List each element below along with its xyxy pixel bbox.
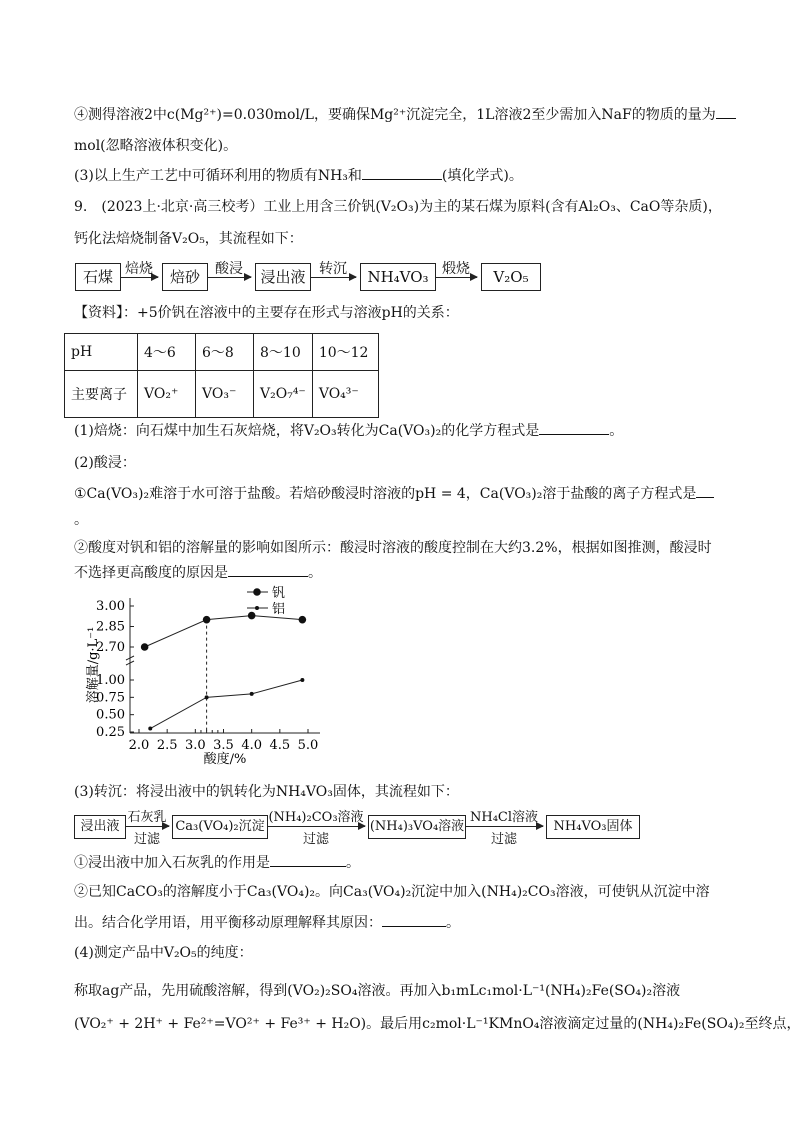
table-cell: VO₂⁺ [138,371,196,418]
flow2-box-ca-precipitate: Ca₃(VO₄)₂沉淀 [172,815,268,839]
y-axis-label: 溶解量/g·L⁻¹ [86,626,101,704]
x-tick-label: 3.0 [184,738,206,753]
data-point-vanadium [203,616,211,624]
q9-2-1: ①Ca(VO₃)₂难溶于水可溶于盐酸。若焙砂酸浸时溶液的pH = 4，Ca(VO₃)₂溶于盐酸的离子方程式是 [74,483,714,504]
q8-3-text: (3)以上生产工艺中可循环利用的物质有NH₃和 [74,168,362,184]
flow2-bottom-filter: 过滤 [490,832,517,847]
flow2-arrow [465,826,543,827]
y-tick-label: 0.75 [96,690,125,706]
flow2-bottom-filter: 过滤 [302,832,329,847]
q9-1: (1)焙烧：向石煤中加生石灰焙烧，将V₂O₃转化为Ca(VO₃)₂的化学方程式是 。 [74,420,623,441]
data-point-vanadium [141,643,149,651]
table-cell: V₂O₇⁴⁻ [254,371,313,418]
x-tick-label: 4.0 [241,738,263,753]
q9-4: (4)测定产品中V₂O₅的纯度： [74,945,253,961]
legend-marker-aluminum [255,606,259,610]
flow2-bottom-filter: 过滤 [133,832,160,847]
table-cell: 主要离子 [65,371,138,418]
q9-4-1: 称取ag产品，先用硫酸溶解，得到(VO₂)₂SO₄溶液。再加入b₁mLc₁mol·L⁻¹(NH₄)₂Fe(SO₄)₂溶液 [74,983,681,999]
y-tick-label: 0.50 [96,707,125,723]
flow1-step-roast: 焙烧 [125,261,153,277]
q8-4-text-cont: mol(忽略溶液体积变化)。 [74,138,238,154]
legend-label-aluminum: 铝 [272,602,286,617]
data-point-aluminum [300,678,304,682]
flow1-box-leachate: 浸出液 [255,263,311,291]
legend-label-vanadium: 钒 [272,586,286,601]
table-cell: 6～8 [196,334,254,371]
series-line-aluminum [150,680,302,729]
flow1-step-transfer: 转沉 [319,261,347,277]
q9-title: 9. (2023上·北京·高三校考）工业上用含三价钒(V₂O₃)为主的某石煤为原料(含有Al₂O₃、CaO等杂质)， [74,199,722,215]
q9-4-2: (VO₂⁺ + 2H⁺ + Fe²⁺=VO²⁺ + Fe³⁺ + H₂O)。最后用c₂mol·L⁻¹KMnO₄溶液滴定过量的(NH₄)₂Fe(SO₄)₂至终点， [74,1016,800,1032]
series-line-vanadium [145,616,303,647]
q9-2: (2)酸浸： [74,455,136,471]
q9-2-2: ②酸度对钒和铝的溶解量的影响如图所示：酸浸时溶液的酸度控制在大约3.2%，根据如图推测，酸浸时 [74,540,712,556]
flow1-step-calcine: 煅烧 [442,261,470,277]
q9-3-1: ①浸出液中加入石灰乳的作用是 。 [74,852,360,873]
x-tick-label: 3.5 [213,738,234,753]
flow1-box-calcine: 焙砂 [162,263,208,291]
data-point-vanadium [248,612,256,620]
flow1-box-stone-coal: 石煤 [75,263,121,291]
flow2-top-lime: 石灰乳 [127,810,167,825]
q9-2-1-end: 。 [74,512,88,528]
y-tick-label: 2.85 [96,619,125,635]
table-cell: pH [65,334,138,371]
q9-3: (3)转沉：将浸出液中的钒转化为NH₄VO₃固体，其流程如下： [74,784,459,800]
table-cell: 8～10 [254,334,313,371]
data-point-aluminum [148,727,152,731]
flow2-top-ammonium-carbonate: (NH₄)₂CO₃溶液 [268,810,364,825]
table-cell: VO₄³⁻ [312,371,378,418]
y-tick-label: 3.00 [96,599,125,614]
data-point-aluminum [205,695,209,699]
legend-marker-vanadium [253,588,261,596]
reference-note: 【资料】：+5价钒在溶液中的主要存在形式与溶液pH的关系： [74,305,459,321]
y-tick-label: 0.25 [96,725,125,740]
q8-3-text-end: (填化学式)。 [441,168,523,184]
data-point-vanadium [299,616,307,624]
q9-3-2-cont: 出。结合化学用语，用平衡移动原理解释其原因： 。 [74,912,460,933]
table-cell: 10～12 [312,334,378,371]
y-tick-label: 1.00 [96,673,125,688]
x-tick-label: 2.5 [156,738,178,753]
flow1-box-v2o5: V₂O₅ [481,263,541,291]
x-axis-label: 酸度/% [203,752,247,767]
q9-3-2: ②已知CaCO₃的溶解度小于Ca₃(VO₄)₂。向Ca₃(VO₄)₂沉淀中加入(NH₄)₂CO₃溶液，可使钒从沉淀中溶 [74,884,710,900]
q9-2-2-cont: 不选择更高酸度的原因是 。 [74,562,322,583]
x-tick-label: 5.0 [297,738,319,753]
q9-title-cont: 钙化法焙烧制备V₂O₅，其流程如下： [74,231,303,247]
flow2-arrow [125,826,169,827]
table-cell: 4～6 [138,334,196,371]
y-tick-label: 2.70 [96,640,125,655]
flow2-arrow [267,826,365,827]
x-tick-label: 4.5 [269,738,291,753]
flow1-box-nh4vo3: NH₄VO₃ [360,263,436,291]
q8-4-text: ④测得溶液2中c(Mg²⁺)=0.030mol/L，要确保Mg²⁺沉淀完全，1L溶液2至少需加入NaF的物质的量为 [74,107,716,123]
flow1-step-acid-leach: 酸浸 [215,261,243,277]
flow2-top-nh4cl: NH₄Cl溶液 [469,810,539,825]
answer-blank[interactable] [382,912,446,927]
flow2-box-leachate: 浸出液 [74,815,126,839]
flow2-box-nh4-3vo4: (NH₄)₃VO₄溶液 [368,815,466,839]
data-point-aluminum [250,692,254,696]
flow2-box-nh4vo3-solid: NH₄VO₃固体 [546,815,640,839]
x-tick-label: 2.0 [128,738,150,753]
table-cell: VO₃⁻ [196,371,254,418]
answer-blank[interactable] [270,852,346,867]
